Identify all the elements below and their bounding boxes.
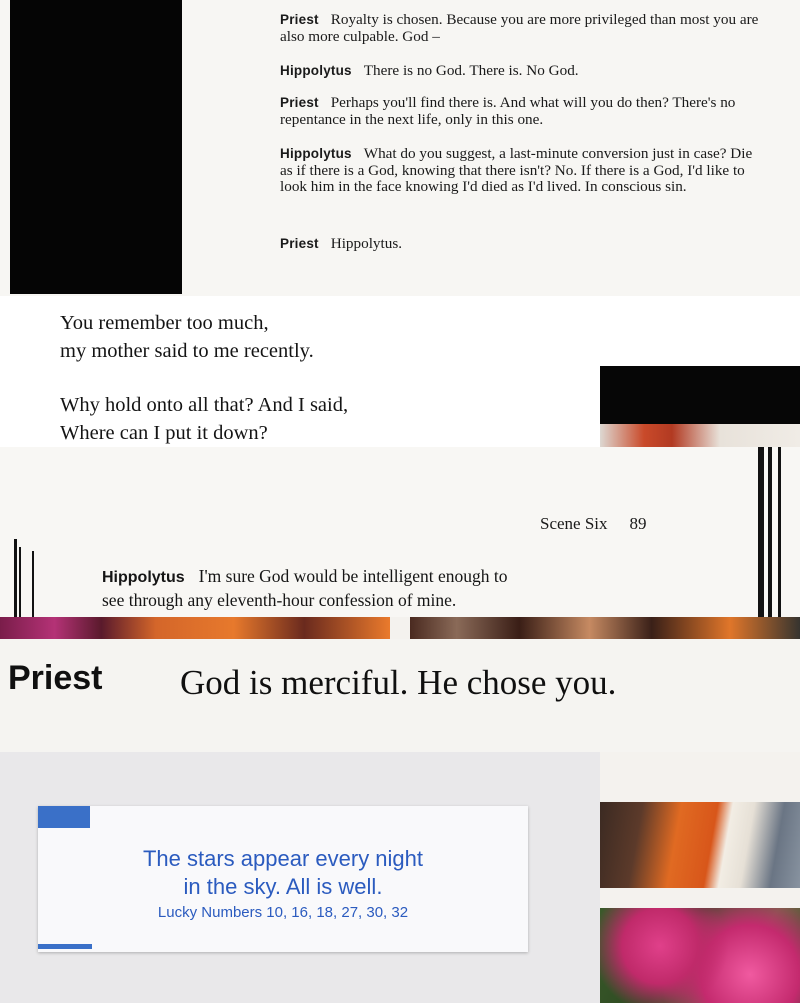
page-edge-line	[19, 547, 21, 617]
fortune-blue-mark	[38, 806, 90, 828]
dialogue-line	[102, 565, 682, 611]
page-edge-line	[758, 447, 764, 617]
dialogue-line	[280, 236, 760, 253]
speaker-name: Hippolytus	[102, 569, 185, 586]
fortune-message: in the sky. All is well.	[183, 874, 383, 899]
page-number: 89	[629, 514, 647, 533]
dialogue-text: I'm sure God would be intelligent enough to	[198, 566, 508, 586]
black-redaction-bar	[10, 0, 182, 294]
page-edge-line	[768, 447, 772, 617]
photo-collage-strip	[0, 617, 390, 639]
black-redaction-block	[600, 366, 800, 424]
dialogue-line	[280, 12, 760, 45]
page-right-edge	[752, 447, 800, 617]
page-edge-line	[32, 551, 34, 617]
scene-title: Scene Six	[540, 514, 608, 533]
speaker-name: Hippolytus	[280, 146, 352, 161]
fortune-message: The stars appear every night	[142, 846, 424, 871]
dialogue-line	[280, 146, 760, 196]
collage-gap	[600, 888, 800, 908]
poem-line: my mother said to me recently.	[60, 340, 314, 362]
dialogue-text: There is no God. There is. No God.	[363, 62, 579, 79]
dialogue-text: Royalty is chosen. Because you are more privileged than most you are also more culpable. God –	[280, 11, 759, 45]
poem-line: Where can I put it down?	[60, 422, 268, 444]
page-edge-line	[778, 447, 781, 617]
large-type-fragment	[0, 639, 800, 752]
fortune-cookie-slip	[38, 806, 528, 952]
scene-header	[540, 514, 647, 534]
flower-photo-piece	[600, 908, 800, 1003]
photo-collage-strip	[410, 617, 800, 639]
dialogue-text: God is merciful. He chose you.	[180, 663, 617, 702]
dialogue-text: What do you suggest, a last-minute conversion just in case? Die as if there is a God, knowing that there isn't? No. If there is a God, I'd like to look him in the face knowing I'd died as I'd lived. In conscious sin.	[280, 145, 753, 195]
poem-line: Why hold onto all that? And I said,	[60, 394, 349, 416]
poem-line: You remember too much,	[60, 312, 269, 334]
speaker-name: Priest	[280, 12, 319, 27]
speaker-name: Hippolytus	[280, 63, 352, 78]
speaker-name: Priest	[280, 236, 319, 251]
photo-collage-piece	[600, 802, 800, 888]
speaker-name: Priest	[280, 95, 319, 110]
dialogue-text: Perhaps you'll find there is. And what will you do then? There's no repentance in the next life, only in this one.	[280, 94, 736, 128]
book-page-fragment	[0, 447, 800, 617]
play-script-fragment	[0, 0, 800, 296]
page-edge-line	[14, 539, 17, 617]
poem-fragment	[0, 296, 800, 448]
fortune-blue-mark	[38, 944, 92, 949]
dialogue-text: see through any eleventh-hour confession of mine.	[102, 590, 457, 610]
photo-collage-strip	[600, 424, 800, 448]
dialogue-text: Hippolytus.	[330, 235, 403, 252]
lucky-numbers: Lucky Numbers 10, 16, 18, 27, 30, 32	[157, 904, 409, 921]
dialogue-line	[280, 95, 760, 128]
dialogue-line	[280, 63, 760, 80]
speaker-name: Priest	[8, 659, 103, 697]
